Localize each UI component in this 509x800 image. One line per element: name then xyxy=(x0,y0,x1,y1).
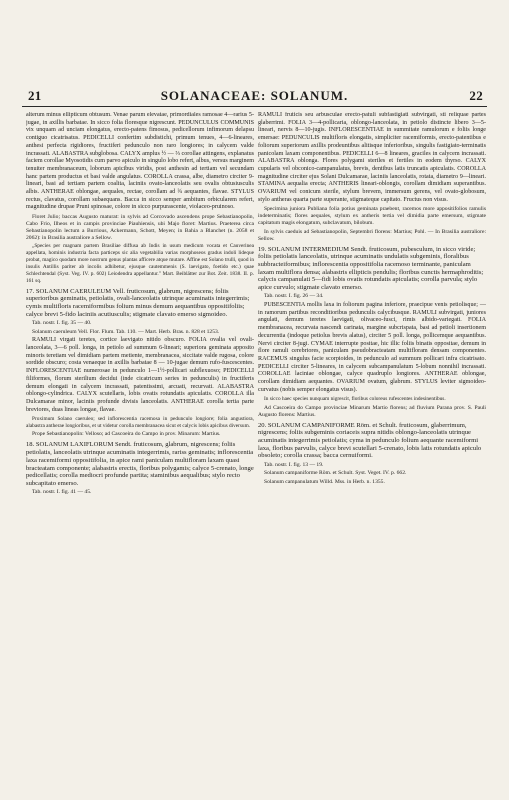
paragraph: alterum minus ellipticum obtusum. Venae parum elevatae, primordiales ramosae 4—rarius 5-jugae, in axillis barbatae. In sicco folia floresque nigrescunt. PEDUNCULUS COMMUNIS vix unquam ad unciam elongatus, erecto-patens fimosus, pedicellorum infimorum delapsu contiguo cicatrisatus. PEDICELLI confertim subdistichi, primum tenues, 4—6-lineares, anthesi perfecta rigidiores, fructiferi pedunculo non raro longiores; in calycem valde incrassati. ALABASTRA subglobosa. CALYX amplus ½ — ⅔ corollae attingens, explanatus faciem corollae Myosotidis cum parvo apiculo in singulo lobo refert, albus, versus marginem tenuiter membranaceum, loborum apicibus viridis, post anthesin ad tertiam vel secundam hanc partem productus et basi valde angulatus. COROLLA crassa, albe, diametro circiter 9-lineari, basi ad tertiam partem coalita, laciniis ovato-lanceolatis seu ovalis obtusiusculis albis. ANTHERAE oblongae, aequales, rectae, corollam ad ¾ aequantes, flavae. STYLUS rectus, clavatus, corollam subaequans. Bacca in sicco semper ambitum orbicularem refert, magnitudine drupae Pruni spinosae, colore in sicco purpurascente, violaceo-pruinoso. xyxy=(26,112,254,211)
paragraph: Proximum Solano caeruleo; sed inflorescentia racemosa in pedunculo longiore; folia angustiora, alabastra antherae longioribus, et ut videtur corolla membranacea sicut et calycis lobis apicibus diversum. xyxy=(26,415,254,429)
paragraph: Solanum caeruleum Vell. Flor. Flum. Tab. 110. — Mart. Herb. Bras. n. 828 et 1253. xyxy=(32,328,220,335)
paragraph: Specimina juniora Publiana folia potius geminata praebent, racemos more appositifolios ramulis indeterminatis; flores aequales, stylum ex antheris tertia vel dimidia parte emersum, stigmate capitatum magis elongatum, subclavatum, bilobum. xyxy=(258,206,486,227)
paragraph: RAMULI virgati teretes, cortice laevigato nitido obscuro. FOLIA ovalia vel ovali-lanceolata, 3—6 poll. longa, in petiolo ad summum 6-lineari; superiora geminata apposito minoris teretiam vel dimidiam partem metiente, membranacea, siccitate valde rugosa, colore sordide obscuro; costa venaeque in axillis barbatae 8 — 10-jugae demum rufo-fuscescentes. INFLORESCENTIAE numerosae in pedunculo 1—1½-pollicari subflexuoso; PEDICELLI filiformes, florum sterilium decidui (inde cicatricum series in pedunculis) in fructiferis demum elongati in calycem incrassati, patentissimi, arcuati, recurvati. ALABASTRA oblongo-cylindrica. CALYX scutellaris, lobis ovatis rotundatis apiculatis. COROLLA illa Dulcamarae minor, laciniis profunde divisis lanceolatis. ANTHERAE corolla tertia parte breviores, duas lineas longae, flavae. xyxy=(26,337,254,413)
species-heading: 17. SOLANUM CAERULEUM Vell. fruticosum, glabrum, nigrescens; foliis superioribus geminatis, petiolatis, ovali-lanceolatis utrinque acuminatis integerrimis; cymis multifloris racemiformibus folium minus demum aequantibus oppositifoliis; calyce brevi 5-fido laciniis acutiusculis; stigmate clavato emerso sigmoideo. xyxy=(26,287,250,318)
paragraph: Floret Julio; baccas Augusto maturat: in sylvis ad Corcovado ascendens prope Sebastianopolin, Cabo Frio, Ilheos et in campis provinciae Piauhiensis, ubi Majo floret: Martius. Praeterea circa Sebastianopolin lectum a Burrious, Ackermann, Schott, Meyen; in Bahia a Blanchet (n. 2058 et 2062): in Brasilia australiore a Sellow. xyxy=(26,213,254,241)
paragraph: In sylvis caeduis ad Sebastianopolin, Septembri florens: Martius; Pohl. — In Brasilia australiore: Sellow. xyxy=(258,228,486,242)
paragraph: Prope Sebastianopolin: Velloso; ad Cascoeira do Campo in prov. Minarum: Martius. xyxy=(32,431,221,438)
left-column xyxy=(26,112,254,772)
paragraph: Solanum campaniforme Röm. et Schult. Syst. Veget. IV. p. 662. xyxy=(264,470,407,477)
paragraph: Tab. nostr. I. fig. 41 — 45. xyxy=(32,489,92,496)
paragraph: Ad Cascoeira do Campo provinciae Minarum Martio florens; ad fluvium Parana prov. S. Pauli Augusto florens: Martius. xyxy=(258,404,486,418)
paragraph: Tab. nostr. I. fig. 26 — 34. xyxy=(264,293,324,300)
paragraph: „Species per magnam partem Brasiliae diffusa ab Indis in usum medicum vocata et Cauverinea appellata, hominis industria facta particeps sic alia vegetabilia varias morphoseos gradus indoli lideque probat, magico quodam more nostrum genus plantas afficere atque mutare. Affine est Solano trulli, quod in insulis Antillis pariter ab incolis adhibetur, ejusque cautemmenis (S. laevigato, foetido etc.) quae Schlechtendal (Syst. Veg. IV. p. 602) Leiodendra appellantur." Mart. Beiblätter zur Bot. Zeit. 1838. II. p. 161 sq. xyxy=(26,243,254,284)
paragraph: Solanum campanulatum Willd. Mss. in Herb. n. 1355. xyxy=(264,478,385,485)
paragraph: In sicco haec species nunquam nigrescit, floribus coloreus rufescentes indesinentibus. xyxy=(264,396,446,403)
paragraph: RAMULI fruticis seu arbusculae erecto-patuli subfastigiati subvirgati, sti reliquae partes glaberrimi. FOLIA 3—4-pollicaria, oblongo-lanceolata, in petiolo distincte libero 3—5-lineari, nervis 8—10-jugis. INFLORESCENTIAE in summitate ramulorum e foliis longe emersae: PEDUNCULIS multifloris elongatis, simpliciter racemiformis, erecto-patentibus e foliorum superiorum axillis prodeuntibus alitisque inferioribus, singulis fastigiato-terminatis panicolam laxam componentibus. PEDICELLI 6—8 lineares, graciles in calycem incrassati. ALABASTRA oblonga. Flores polygami steriles et fertiles in eodem thyrso. CALYX cupularis vel obconico-campanulatus, brevis, dentibus latis truncatis apiculatis. COROLLA magnitudine circiter ejus Solani Dulcamarae, laciniis lanceolatis, rotata, diametro 9—lineari. STAMINA aequalia erecta; ANTHERIS lineari-oblongis, corollam dimidiam superantibus. OVARIUM vel conicum sterile, stylum brevem, immersum gerens, vel ovato-globosum, stylo antheras quarta parte superante, stigmateque capitato. Fructus non visus. xyxy=(258,112,486,203)
page-number-left: 21 xyxy=(28,88,42,103)
paragraph: PUBESCENTIA mollis laxa in foliorum pagina inferiore, praecipue venis petiolisque; — in ramorum partibus reconditioribus pedunculis calycibusque. RAMULI subvirgati, juniores angulati, demum teretes laevigati, olivaceo-fusci, rimis albido-variegati. FOLIA membranacea, recurvata nascendi carinata, margine subcrispata, basi ad petioli insertionem decurrentia (indoque petiolus brevis alatus), circiter 5 poll. longa, pollicemque aequantibus. Nervi circiter 8-jugi. CYMAE interrupte positae, hic illic foliis binatis oppositae, demum in flore ramuli cerebriores, paniculam pseudobracteatam multifloram densam componentes. RACEMUS singulus facie scorpioides, in pedunculo ad summum pollicari infra cicatrisato. PEDICELLI circiter 5-lineares, in calycem subcampanulatum 5-lobum nonnihil incrassati. COROLLAE laciniae oblongae, calyce quadruplo longiores. ANTHERAE oblongae, corollam dimidiam aequantes. OVARIUM ovatum, glabrum. STYLUS leviter sigmoideo-curvatus (nobis semper elongatus visus). xyxy=(258,302,486,393)
species-heading: 19. SOLANUM INTERMEDIUM Sendt. fruticosum, pubesculum, in sicco viride; foliis petiolatis lanceolatis, utrinque acuminatis undulatis subgeminis, floralibus subbracteiformibus; inflorescentia oppositifolia racemoso terminante, paniculam laxam multiflora densa; alabastris ellipticis pendulis; floribus cunctis hermaphroditis; calycis campanulati 5—fidi lobis ovatis rotundatis apiculatis; corolla parvula; stylo apice curvulo; stigmate clavato emerso. xyxy=(258,245,484,292)
running-title: SOLANACEAE: SOLANUM. xyxy=(160,88,349,103)
species-heading: 20. SOLANUM CAMPANIFORME Röm. et Schult. fruticosum, glaberrimum, nigrescens; foliis subgeminis coriaceis supra nitidis oblongo-lanceolatis utrinque acuminatis integerrimis petiolatis; cyma in pedunculo folium aequante racemiformi laxa, floribus parvulis, calyce brevi scutellari 5-crenato, lobis latis rotundatis apiculo obsoleto; corolla crassa; bacca cernuiformi. xyxy=(258,421,482,460)
paragraph: Tab. nostr. I. fig. 35 — 40. xyxy=(32,320,92,327)
running-head xyxy=(22,88,487,107)
page-number-right: 22 xyxy=(469,88,483,103)
right-column xyxy=(258,112,486,772)
paragraph: Tab. nostr. I. fig. 13 — 19. xyxy=(264,461,324,468)
species-heading: 18. SOLANUM LAXIFLORUM Sendt. fruticosum, glabrum, nigrescens; foliis petiolatis, lanceolatis utrinque acuminatis integerrimis, rariss geminatis; inflorescentia laxa racemiformi oppositifolia, in apice rami paniculam multifloram laxam quasi bracteatam componente; alabastris erectis, floribus polygamis; calyce 5-crenato, longe pedicellatis; corolla mediocri profunde partita; staminibus aequalibus; stylo recto subcapitato emerso. xyxy=(26,441,254,487)
